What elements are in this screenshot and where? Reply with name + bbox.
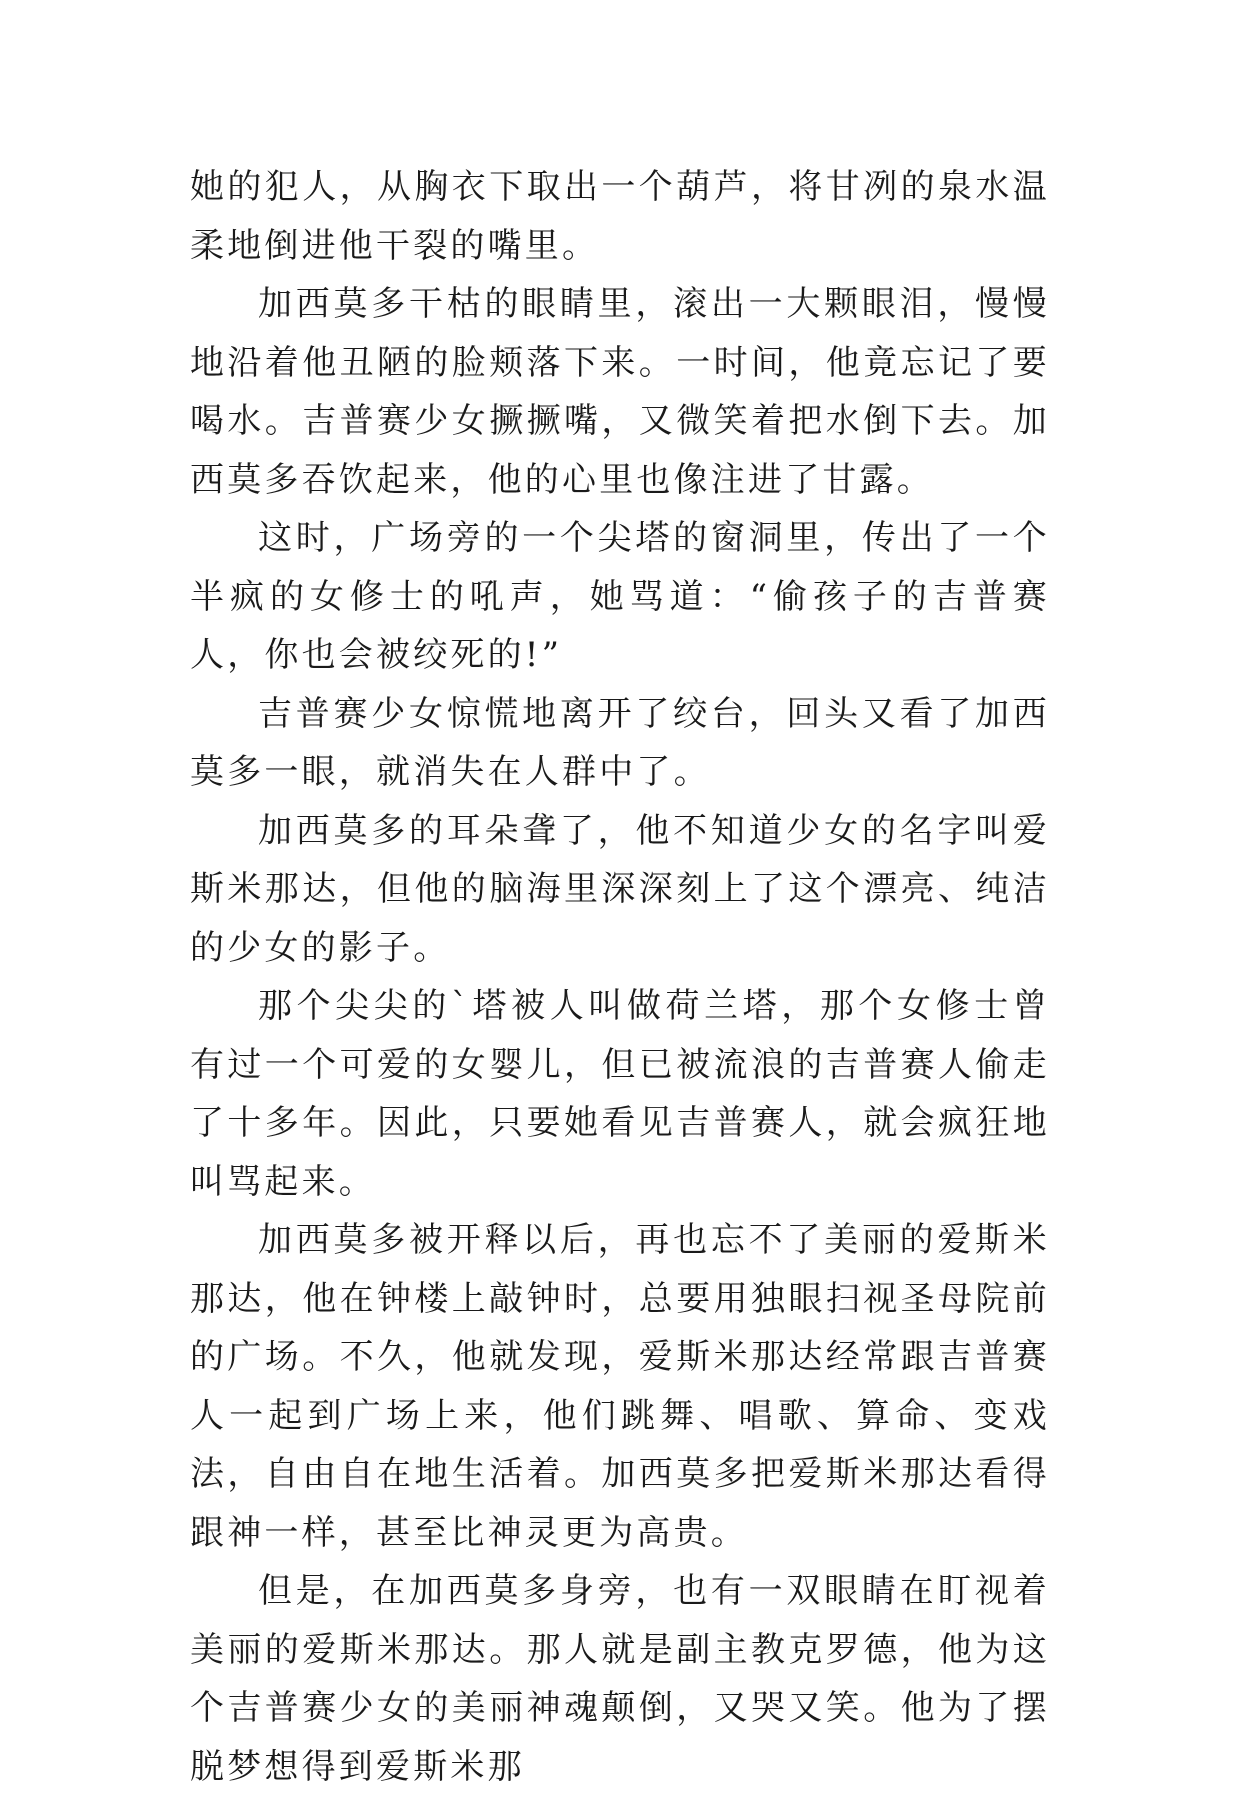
paragraph-1: 她的犯人，从胸衣下取出一个葫芦，将甘冽的泉水温柔地倒进他干裂的嘴里。	[190, 167, 1050, 266]
paragraph-8: 但是，在加西莫多身旁，也有一双眼睛在盯视着美丽的爱斯米那达。那人就是副主教克罗德，他为这个吉普赛少女的美丽神魂颠倒，又哭又笑。他为了摆脱梦想得到爱斯米那	[190, 1571, 1050, 1787]
paragraph-2: 加西莫多干枯的眼睛里，滚出一大颗眼泪，慢慢地沿着他丑陋的脸颊落下来。一时间，他竟忘记了要喝水。吉普赛少女撅撅嘴，又微笑着把水倒下去。加西莫多吞饮起来，他的心里也像注进了甘露。	[190, 284, 1050, 500]
paragraph-4: 吉普赛少女惊慌地离开了绞台，回头又看了加西莫多一眼，就消失在人群中了。	[190, 693, 1050, 792]
document-body	[190, 158, 1050, 1796]
paragraph-5: 加西莫多的耳朵聋了，他不知道少女的名字叫爱斯米那达，但他的脑海里深深刻上了这个漂亮、纯洁的少女的影子。	[190, 810, 1050, 968]
paragraph-3: 这时，广场旁的一个尖塔的窗洞里，传出了一个半疯的女修士的吼声，她骂道：“偷孩子的吉普赛人，你也会被绞死的!”	[190, 518, 1050, 675]
paragraph-7: 加西莫多被开释以后，再也忘不了美丽的爱斯米那达，他在钟楼上敲钟时，总要用独眼扫视圣母院前的广场。不久，他就发现，爱斯米那达经常跟吉普赛人一起到广场上来，他们跳舞、唱歌、算命、变戏法，自由自在地生活着。加西莫多把爱斯米那达看得跟神一样，甚至比神灵更为高贵。	[190, 1220, 1050, 1553]
paragraph-6: 那个尖尖的`塔被人叫做荷兰塔，那个女修士曾有过一个可爱的女婴儿，但已被流浪的吉普赛人偷走了十多年。因此，只要她看见吉普赛人，就会疯狂地叫骂起来。	[190, 986, 1050, 1202]
